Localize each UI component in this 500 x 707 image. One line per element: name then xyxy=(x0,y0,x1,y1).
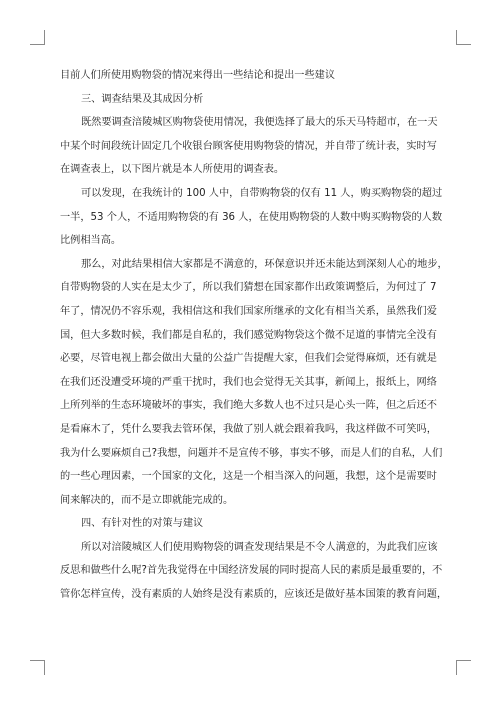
crop-mark-bottom-left xyxy=(30,660,45,675)
text-line: 在调查表上，以下图片就是本人所使用的调查表。 xyxy=(60,164,285,176)
crop-mark-top-left xyxy=(30,30,45,45)
text-line: 所以对涪陵城区人们使用购物袋的调查发现结果是不令人满意的，为此我们应该 xyxy=(81,541,438,553)
text-line: 反思和做些什么呢?首先我觉得在中国经济发展的同时提高人民的素质是最重要的，不 xyxy=(60,565,443,577)
text-line: 国，但大多数时候，我们都是自私的，我们感觉购物袋这个微不足道的事情完全没有 xyxy=(60,329,437,341)
text-line: 的一些心理因素，一个国家的文化，这是一个相当深入的问题，我想，这个是需要时 xyxy=(60,471,437,483)
text-line: 必要，尽管电视上都会做出大量的公益广告提醒大家，但我们会觉得麻烦，还有就是 xyxy=(60,353,437,365)
text-line: 间来解决的，而不是立即就能完成的。 xyxy=(60,494,234,506)
document-body xyxy=(60,64,448,607)
crop-mark-top-right xyxy=(456,30,471,45)
text-line: 可以发现，在我统计的 100 人中，自带购物袋的仅有 11 人，购买购物袋的超过 xyxy=(81,187,443,199)
text-line: 我为什么要麻烦自己?我想，问题并不是宣传不够，事实不够，而是人们的自私，人们 xyxy=(60,447,443,459)
text-line: 那么，对此结果相信大家都是不满意的，环保意识并还未能达到深刻人心的地步， xyxy=(81,258,448,270)
text-line: 上所列举的生态环境破坏的事实，我们绝大多数人也不过只是心头一阵，但之后还不 xyxy=(60,400,437,412)
text-line: 中某个时间段统计固定几个收银台顾客使用购物袋的情况，并自带了统计表，实时写 xyxy=(60,140,437,152)
section-heading: 三、调查结果及其成因分析 xyxy=(81,93,204,105)
section-heading: 四、有针对性的对策与建议 xyxy=(81,518,204,530)
text-line: 年了，情况仍不容乐观，我相信这和我们国家所继承的文化有相当关系，虽然我们爱 xyxy=(60,305,437,317)
text-line: 在我们还没遭受环境的严重干扰时，我们也会觉得无关其事，新闻上，报纸上，网络 xyxy=(60,376,437,388)
text-line: 管你怎样宣传，没有素质的人始终是没有素质的，应该还是做好基本国策的教育问题， xyxy=(60,589,448,601)
text-line: 自带购物袋的人实在是太少了，所以我们猜想在国家都作出政策调整后，为何过了 7 xyxy=(60,282,437,294)
text-line: 比例相当高。 xyxy=(60,235,122,247)
text-line: 既然要调查涪陵城区购物袋使用情况，我便选择了最大的乐天马特超市，在一天 xyxy=(81,117,438,129)
crop-mark-bottom-right xyxy=(456,660,471,675)
text-line: 一半，53 个人，不适用购物袋的有 36 人，在使用购物袋的人数中购买购物袋的人数 xyxy=(60,211,443,223)
text-line: 是看麻木了，凭什么要我去管环保，我做了别人就会跟着我吗，我这样做不可笑吗， xyxy=(60,423,437,435)
text-line: 目前人们所使用购物袋的情况来得出一些结论和提出一些建议 xyxy=(60,70,336,81)
